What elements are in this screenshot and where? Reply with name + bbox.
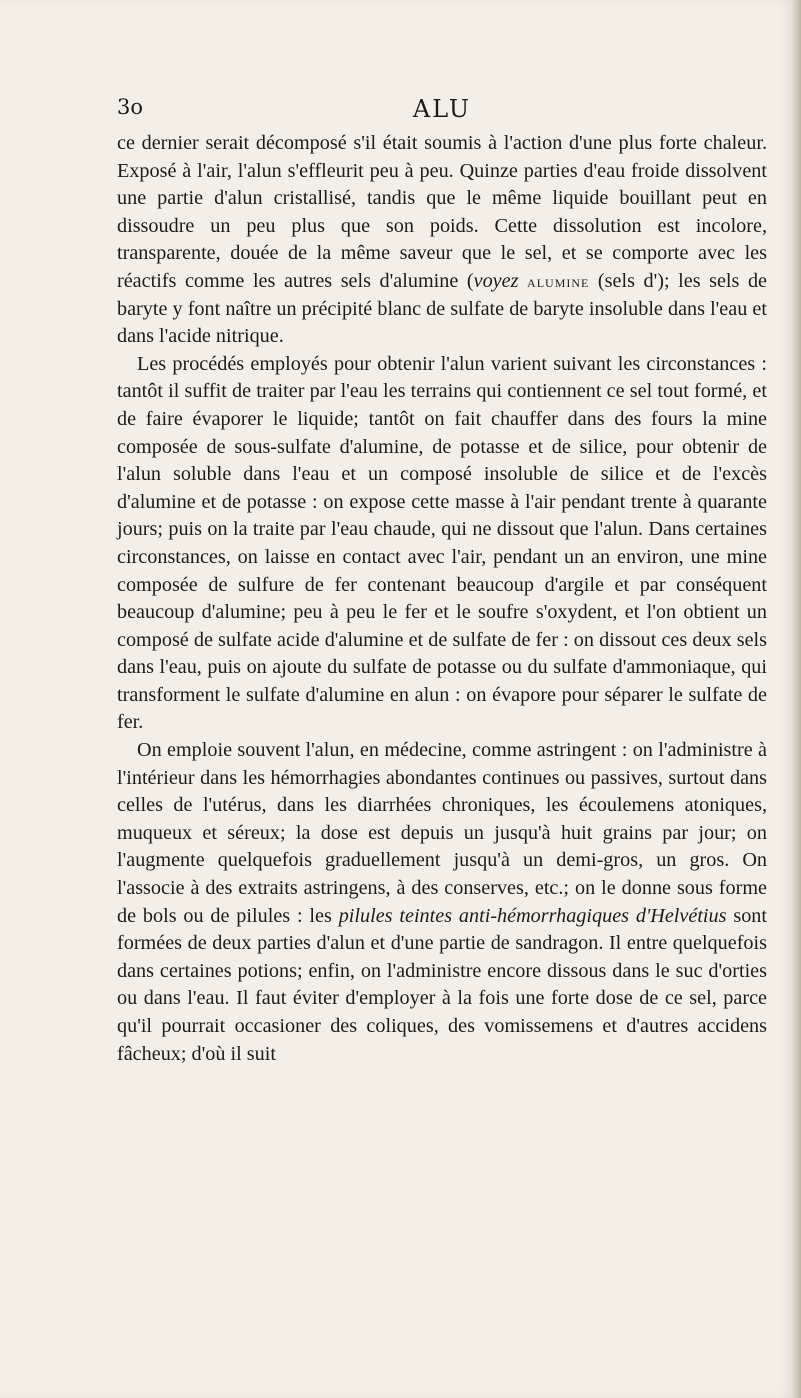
paragraph-3 [117,737,767,1068]
paragraph-1 [117,130,767,351]
paragraph-3-italic: pilules teintes anti-hémorrhagiques d'Helvétius [338,904,727,927]
page-number: 3o [117,95,144,119]
paragraph-1-text-b: (sels d'); les sels de baryte y font naître un précipité blanc de sulfate de baryte insoluble dans l'eau et dans l'acide nitrique. [117,269,768,348]
page-header [117,95,767,129]
paragraph-2: Les procédés employés pour obtenir l'alun varient suivant les circonstances : tantôt il suffit de traiter par l'eau les terrains qui contiennent ce sel tout formé, et de faire évaporer le liquide; tantôt on fait chauffer dans des fours la mine composée de sous-sulfate d'alumine, de potasse et de silice, pour obtenir de l'alun soluble dans l'eau et un composé insoluble de silice et de l'excès d'alumine et de potasse : on expose cette masse à l'air pendant trente à quarante jours; puis on la traite par l'eau chaude, qui ne dissout que l'alun. Dans certaines circonstances, on laisse en contact avec l'air, pendant un an environ, une mine composée de sulfure de fer contenant beaucoup d'argile et par conséquent beaucoup d'alumine; peu à peu le fer et le soufre s'oxydent, et l'on obtient un composé de sulfate acide d'alumine et de sulfate de fer : on dissout ces deux sels dans l'eau, puis on ajoute du sulfate de potasse ou du sulfate d'ammoniaque, qui transforment le sulfate d'alumine en alun : on évapore pour séparer le sulfate de fer. [117,352,767,734]
paragraph-1-text-a: ce dernier serait décomposé s'il était soumis à l'action d'une plus forte chaleur. Exposé à l'air, l'alun s'effleurit peu à peu. Quinze parties d'eau froide dissolvent une partie d'alun cristallisé, tandis que le même liquide bouillant peut en dissoudre un peu plus que son poids. Cette dissolution est incolore, transparente, douée de la même saveur que le sel, et se comporte avec les réactifs comme les autres sels d'alumine ( [117,132,767,292]
paragraph-3-text-b: sont formées de deux parties d'alun et d'une partie de sandragon. Il entre quelquefois dans certaines potions; enfin, on l'administre encore dissous dans le suc d'orties ou dans l'eau. Il faut éviter d'employer à la fois une forte dose de ce sel, parce qu'il pourrait occasioner des coliques, des vomissemens et d'autres accidens fâcheux; d'où il suit [117,904,767,1065]
paragraph-1-cross-reference: alumine [527,271,590,291]
page-edge-shadow [791,0,801,1398]
paragraph-3-text-a: On emploie souvent l'alun, en médecine, comme astringent : on l'administre à l'intérieur dans les hémorrhagies abondantes continues ou passives, surtout dans celles de l'utérus, dans les diarrhées chroniques, les écoulemens atoniques, muqueux et séreux; la dose est depuis un jusqu'à huit grains par jour; on l'augmente quelquefois graduellement jusqu'à un demi-gros, un gros. On l'associe à des extraits astringens, à des conserves, etc.; on le donne sous forme de bols ou de pilules : les [117,739,767,927]
paragraph-1-voyez: voyez [473,269,519,292]
body-text [117,130,767,1068]
running-head: ALU [412,95,472,123]
